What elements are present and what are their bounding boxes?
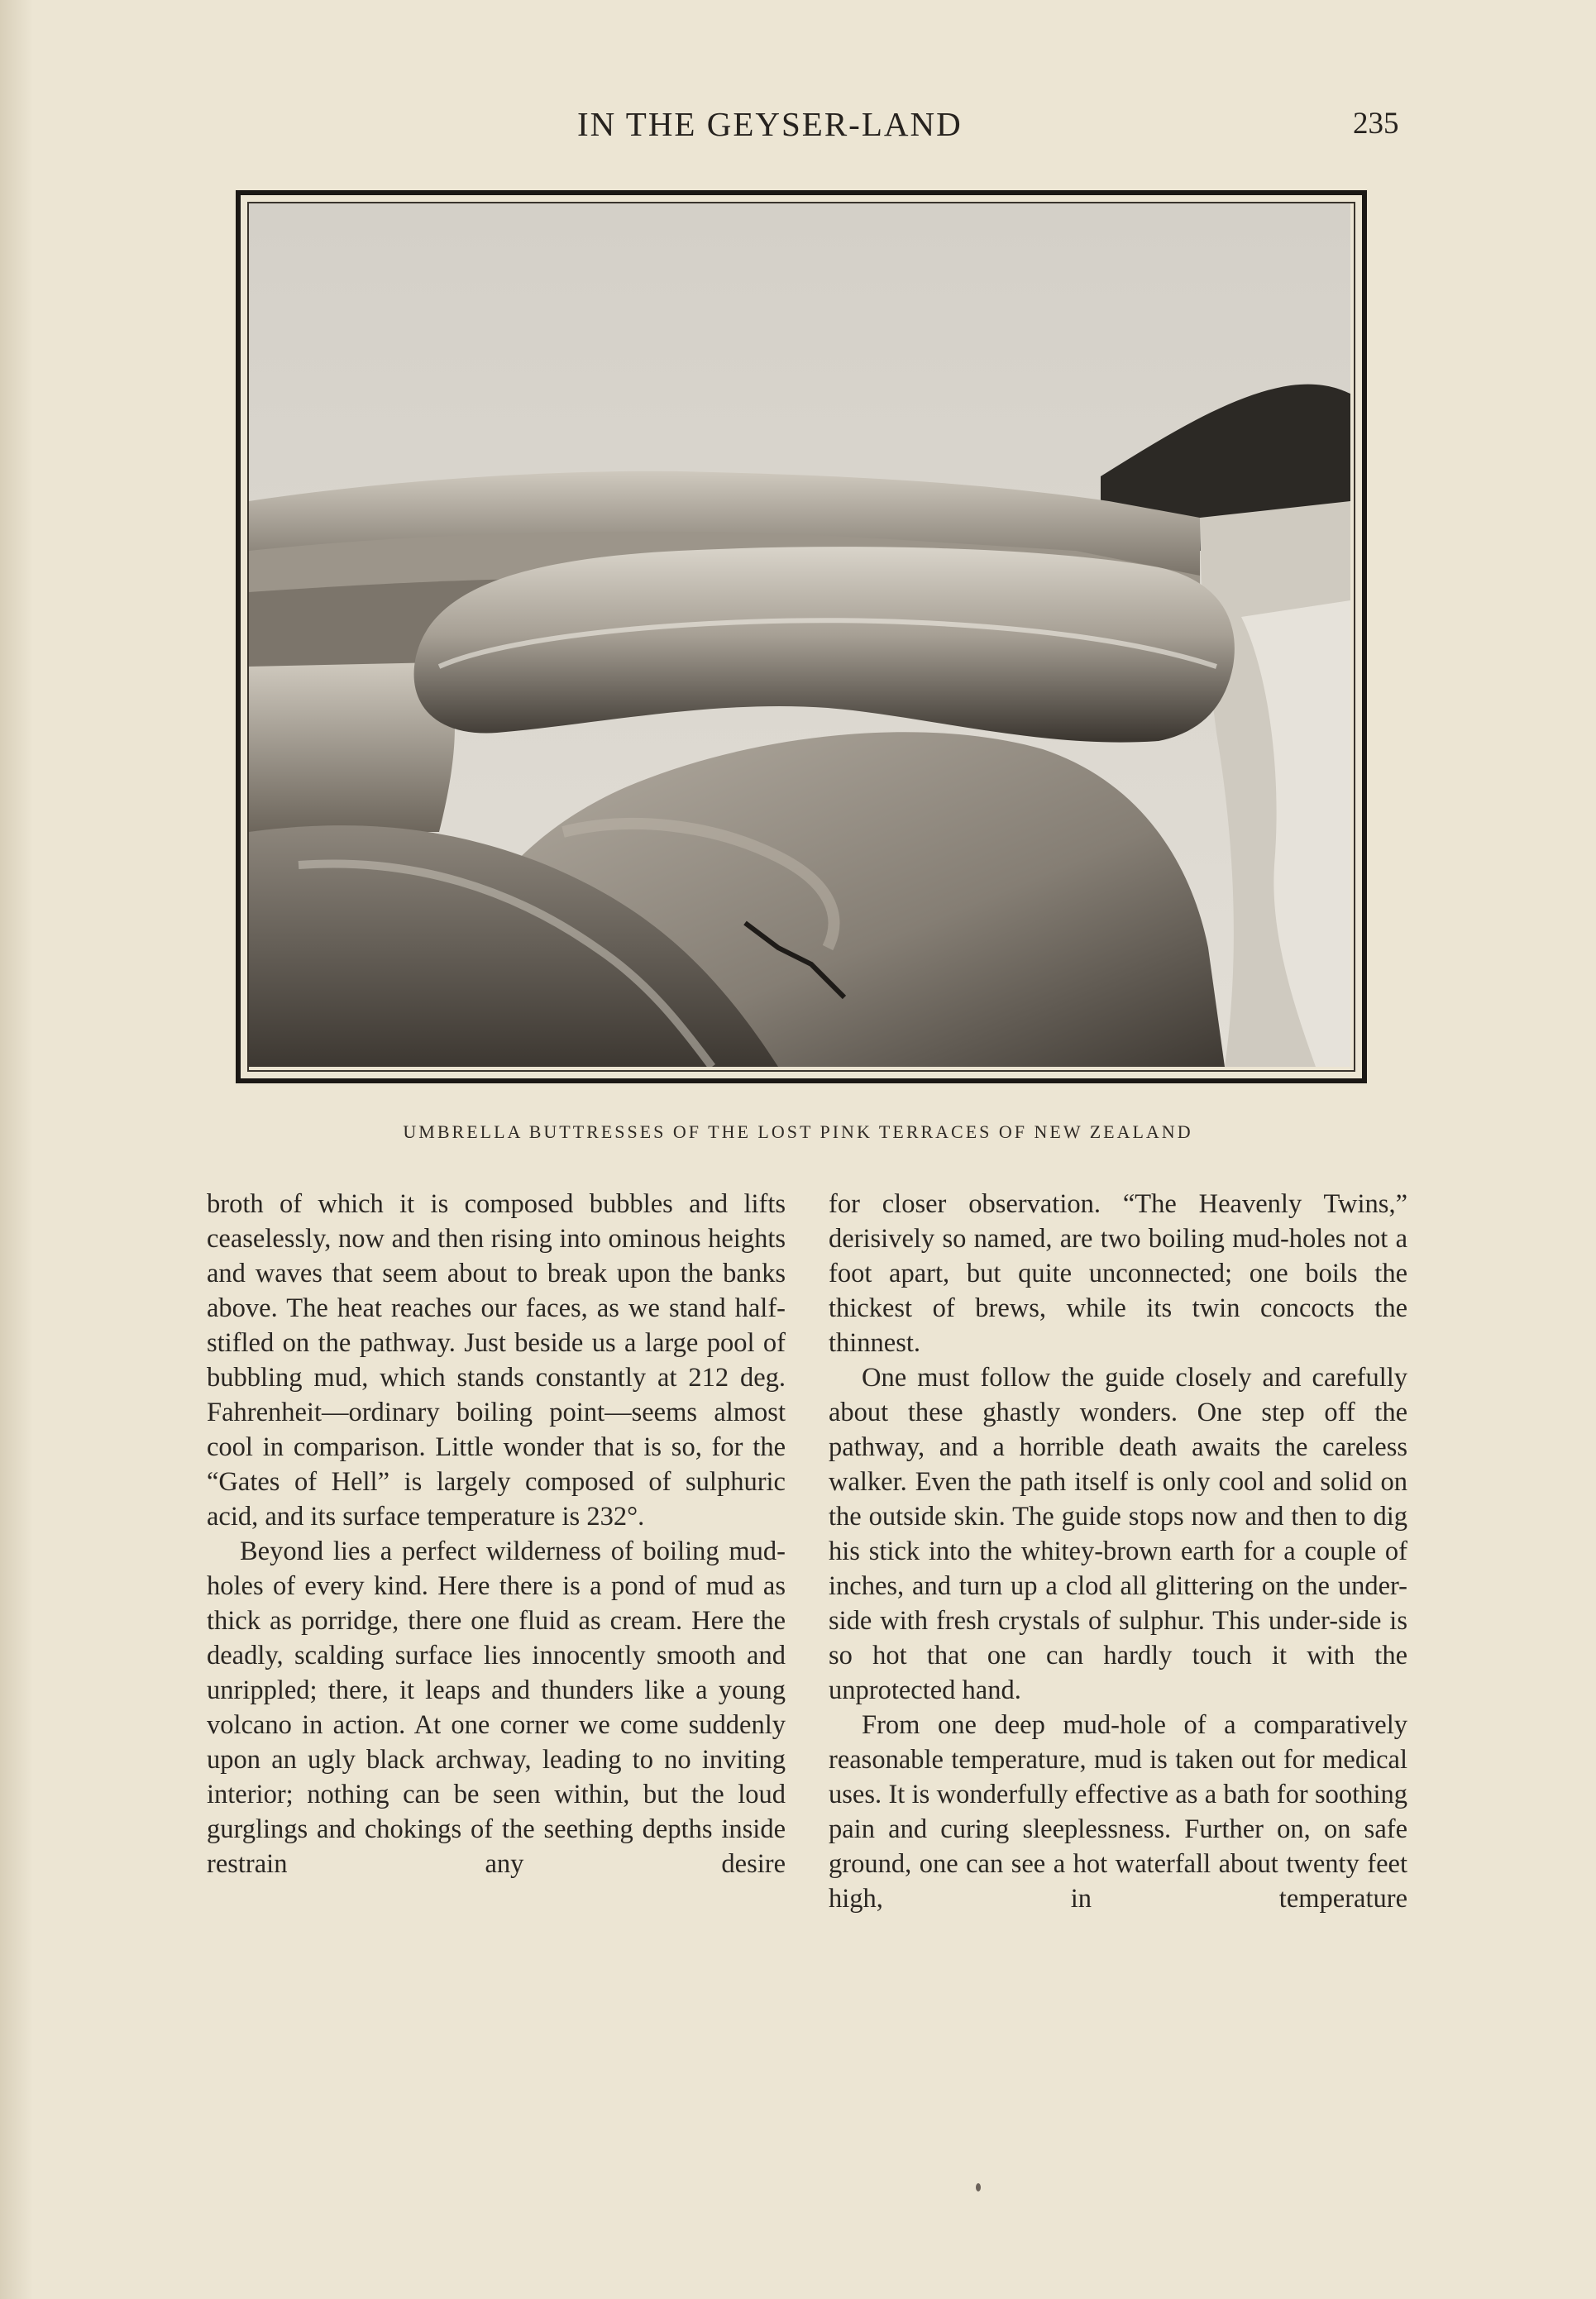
running-head xyxy=(0,101,1596,151)
running-title: IN THE GEYSER-LAND xyxy=(577,105,963,143)
right-paragraph-3: From one deep mud-hole of a comparatively reasonable temperature, mud is taken out for medical uses. It is wonderfully effective as a bath for soothing pain and curing sleeplessness. Further on, on safe ground, one can see a hot waterfall about twenty feet high, in temperature xyxy=(829,1710,1407,1914)
photo-plate xyxy=(236,190,1367,1083)
left-paragraph-2: Beyond lies a perfect wilderness of boiling mud-holes of every kind. Here there is a pond of mud as thick as porridge, there one fluid as cream. Here the deadly, scalding surface lies innocently smooth and unrippled; there, it leaps and thunders like a young volcano in action. At one corner we come suddenly upon an ugly black archway, leading to no inviting interior; nothing can be seen within, but the loud gurglings and chokings of the seething depths inside restrain any desire xyxy=(207,1537,786,1879)
page-number: 235 xyxy=(1353,107,1399,141)
ink-speck xyxy=(976,2183,981,2191)
right-paragraph-2: One must follow the guide closely and carefully about these ghastly wonders. One step off the pathway, and a horrible death awaits the careless walker. Even the path itself is only cool and solid on the outside skin. The guide stops now and then to dig his stick into the whitey-brown earth for a couple of inches, and turn up a clod all glittering on the under-side with fresh crystals of sulphur. This under-side is so hot that one can hardly touch it with the unprotected hand. xyxy=(829,1363,1407,1705)
right-paragraph-1: for closer observation. “The Heavenly Twins,” derisively so named, are two boiling mud-holes not a foot apart, but quite unconnected; one boils the thickest of brews, while its twin concocts the thinnest. xyxy=(829,1189,1407,1358)
right-column xyxy=(829,1187,1407,1916)
left-paragraph-1: broth of which it is composed bubbles and lifts ceaselessly, now and then rising into ominous heights and waves that seem about to break upon the banks above. The heat reaches our faces, as we stand half-stifled on the pathway. Just beside us a large pool of bubbling mud, which stands constantly at 212 deg. Fahrenheit—ordinary boiling point—seems almost cool in comparison. Little wonder that is so, for the “Gates of Hell” is largely composed of sulphuric acid, and its surface temperature is 232°. xyxy=(207,1189,786,1532)
terrace-photograph xyxy=(247,202,1355,1072)
figure-caption: UMBRELLA BUTTRESSES OF THE LOST PINK TERRACES OF NEW ZEALAND xyxy=(403,1121,1193,1142)
page-edge-shadow xyxy=(0,0,33,2299)
terrace-photograph-drawing xyxy=(249,203,1350,1067)
left-column xyxy=(207,1187,786,1881)
